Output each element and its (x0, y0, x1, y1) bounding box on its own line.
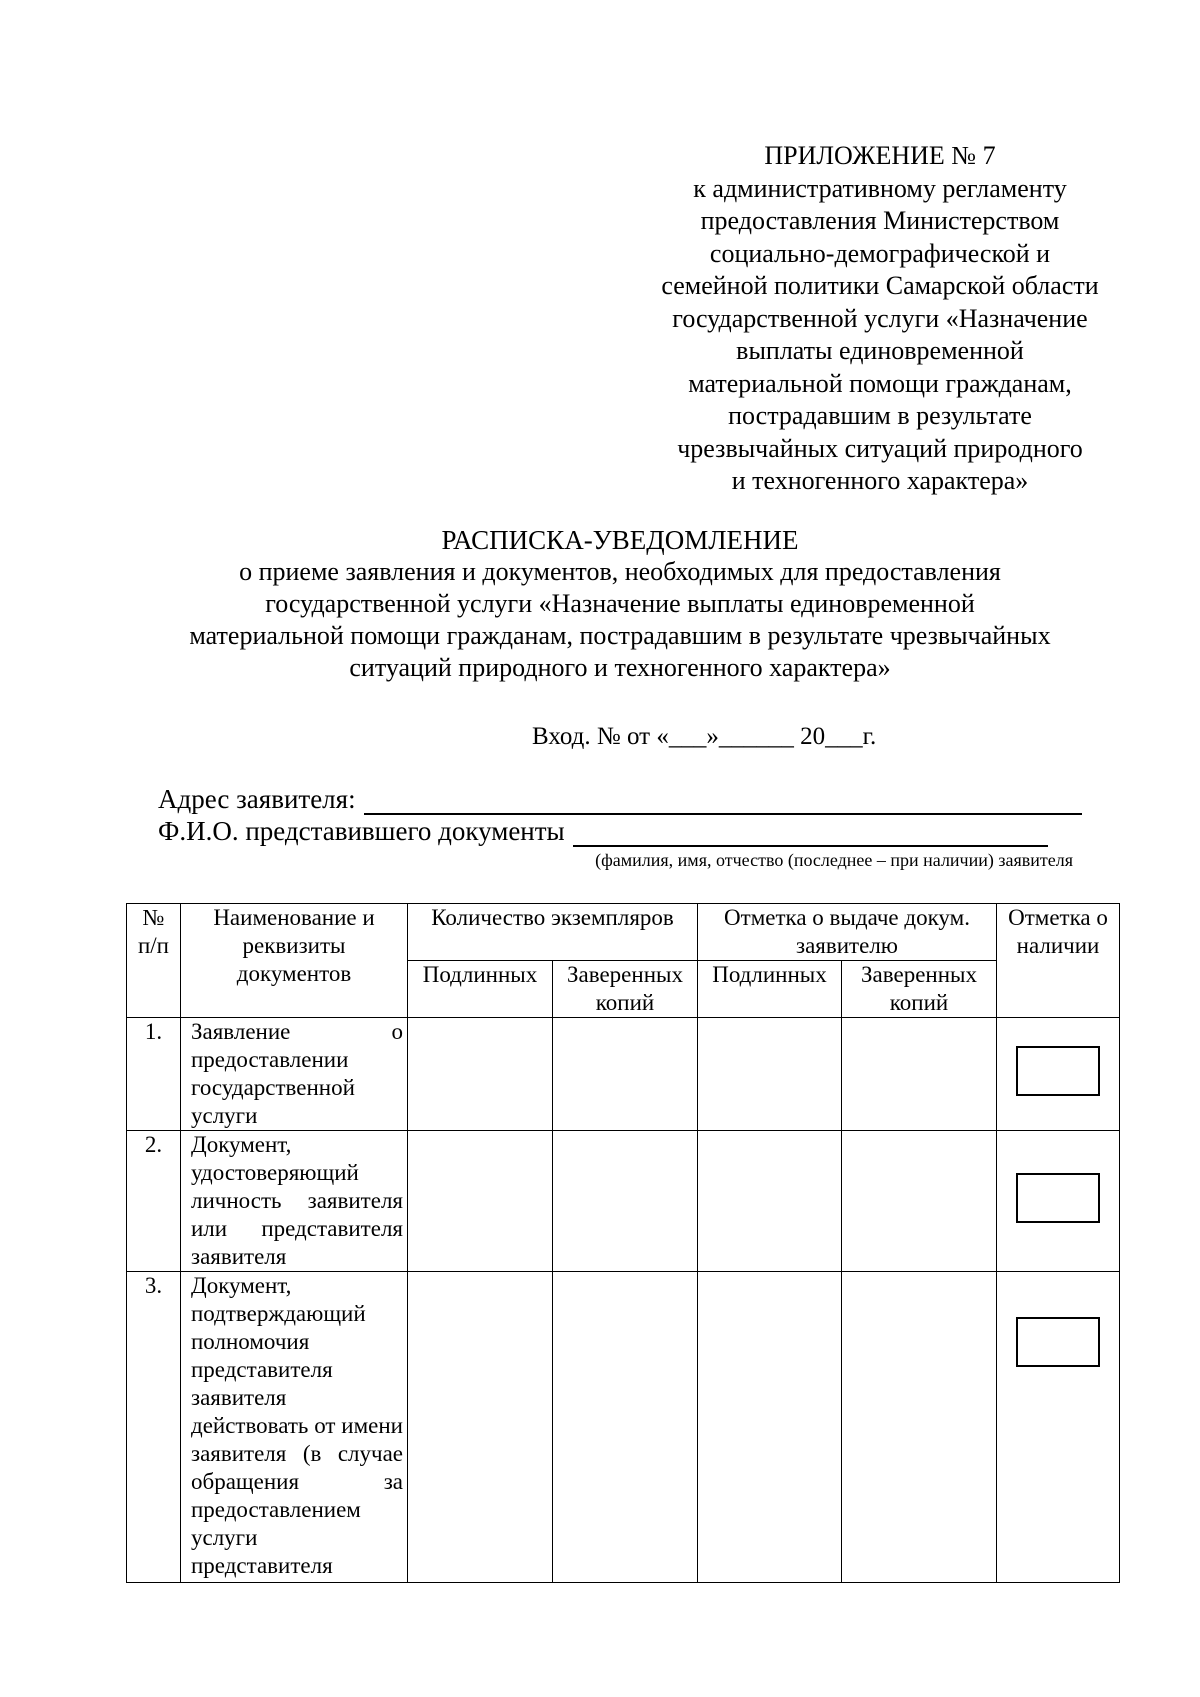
row-number: 2. (127, 1131, 181, 1272)
cell-certified-copies[interactable] (553, 1272, 698, 1583)
cell-originals[interactable] (408, 1272, 553, 1583)
cell-originals-issued[interactable] (698, 1131, 842, 1272)
cell-presence (997, 1131, 1120, 1272)
row-document-name: Заявление о предоставлении государственной услуги (181, 1018, 408, 1131)
document-subtitle-line: о приеме заявления и документов, необходимых для предоставления (239, 557, 1001, 586)
fio-label: Ф.И.О. представившего документы (158, 816, 565, 846)
appendix-line: социально-демографической и (709, 238, 1051, 268)
presence-checkbox[interactable] (1016, 1046, 1100, 1096)
appendix-line: выплаты единовременной (736, 336, 1024, 365)
appendix-line: пострадавшим в результате (728, 401, 1032, 430)
cell-presence (997, 1272, 1120, 1583)
table-row (127, 1018, 1120, 1131)
header-copies-count: Количество экземпляров (408, 904, 698, 961)
header-num: № п/п (127, 904, 181, 1018)
fio-hint: (фамилия, имя, отчество (последнее – при наличии) заявителя (595, 850, 1073, 870)
documents-table (126, 903, 1120, 1583)
header-presence-mark: Отметка о наличии (997, 904, 1120, 1018)
header-certified-copies: Заверенных копий (553, 961, 698, 1018)
fio-field-line[interactable] (573, 821, 1048, 847)
presence-checkbox[interactable] (1016, 1173, 1100, 1223)
cell-certified-copies-issued[interactable] (842, 1018, 997, 1131)
document-subtitle-line: ситуаций природного и техногенного характера» (349, 653, 891, 682)
address-field-line[interactable] (364, 789, 1082, 815)
header-issue-mark: Отметка о выдаче докум. заявителю (698, 904, 997, 961)
applicant-section (158, 783, 1082, 847)
row-document-name: Документ, удостоверяющий личность заявителя или представителя заявителя (181, 1131, 408, 1272)
cell-originals-issued[interactable] (698, 1018, 842, 1131)
row-number: 3. (127, 1272, 181, 1583)
appendix-header (620, 140, 1140, 498)
cell-presence (997, 1018, 1120, 1131)
entry-number-line: Вход. № от «___»______ 20___г. (532, 723, 877, 750)
cell-certified-copies-issued[interactable] (842, 1272, 997, 1583)
cell-originals[interactable] (408, 1018, 553, 1131)
appendix-line: чрезвычайных ситуаций природного (677, 433, 1083, 463)
table-row (127, 1131, 1120, 1272)
appendix-line: и техногенного характера» (731, 466, 1029, 495)
appendix-line: к административному регламенту (693, 173, 1067, 203)
cell-certified-copies[interactable] (553, 1018, 698, 1131)
header-originals-issued: Подлинных (698, 961, 842, 1018)
document-subtitle-line: государственной услуги «Назначение выплаты единовременной (265, 589, 975, 618)
appendix-line: предоставления Министерством (700, 206, 1060, 235)
appendix-line: материальной помощи гражданам, (688, 368, 1072, 398)
cell-certified-copies-issued[interactable] (842, 1131, 997, 1272)
document-subtitle-line: материальной помощи гражданам, пострадавшим в результате чрезвычайных (189, 621, 1051, 650)
row-number: 1. (127, 1018, 181, 1131)
appendix-line: государственной услуги «Назначение (672, 303, 1088, 333)
row-document-name: Документ, подтверждающий полномочия представителя заявителя действовать от имени заявителя (в случае обращения за предоставлением услуги представителя (181, 1272, 408, 1583)
cell-originals-issued[interactable] (698, 1272, 842, 1583)
header-certified-copies-issued: Заверенных копий (842, 961, 997, 1018)
header-originals: Подлинных (408, 961, 553, 1018)
cell-certified-copies[interactable] (553, 1131, 698, 1272)
cell-originals[interactable] (408, 1131, 553, 1272)
header-document-name: Наименование и реквизиты документов (181, 904, 408, 1018)
appendix-line: семейной политики Самарской области (661, 271, 1099, 300)
presence-checkbox[interactable] (1016, 1317, 1100, 1367)
address-label: Адрес заявителя: (158, 784, 356, 814)
table-row (127, 1272, 1120, 1583)
document-title-block (100, 524, 1140, 684)
document-title: РАСПИСКА-УВЕДОМЛЕНИЕ (441, 525, 799, 555)
appendix-title: ПРИЛОЖЕНИЕ № 7 (764, 141, 996, 170)
